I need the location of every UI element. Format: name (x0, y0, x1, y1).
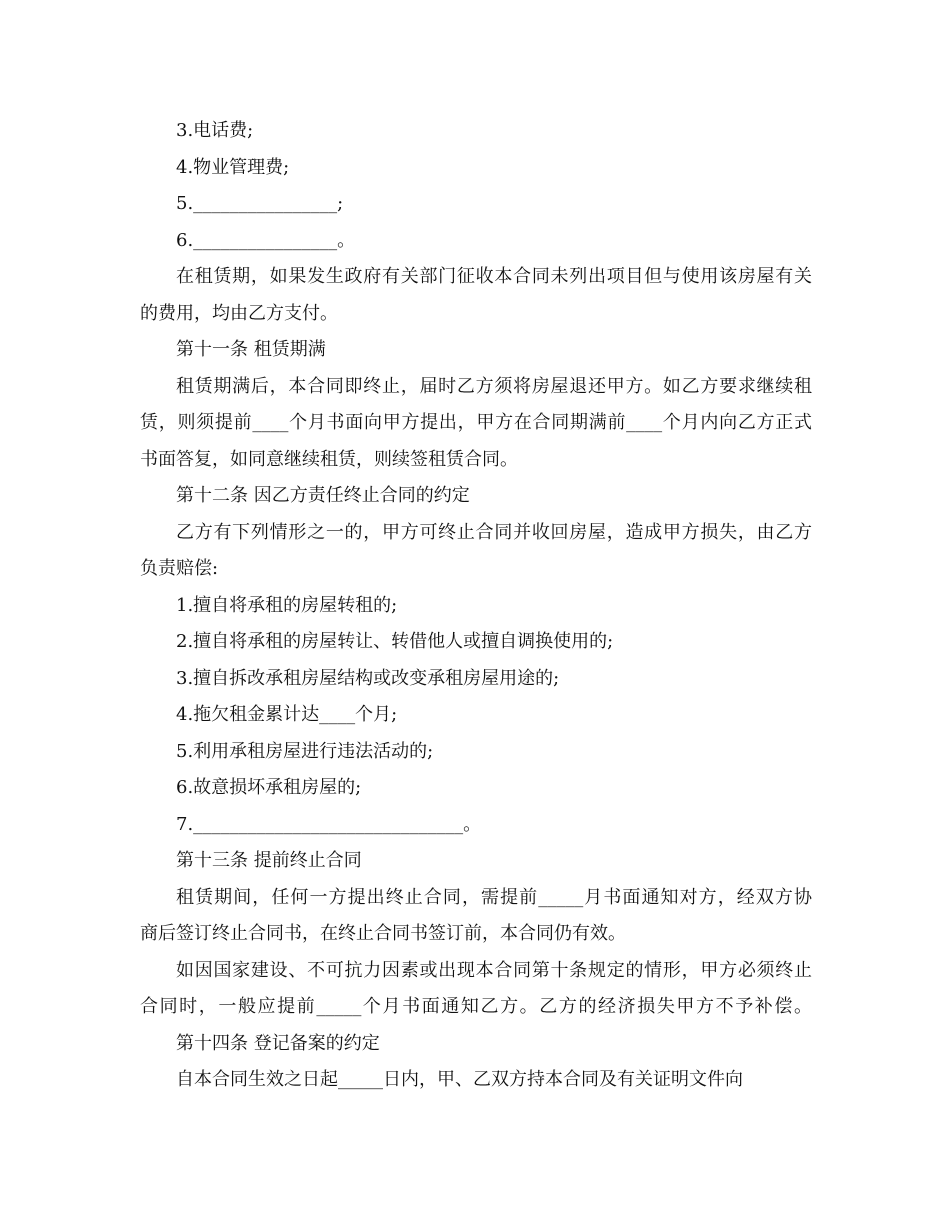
text-line: 的费用，均由乙方支付。 (140, 302, 338, 324)
text-line: 3.电话费; (176, 120, 254, 141)
text-line: 乙方有下列情形之一的，甲方可终止合同并收回房屋，造成甲方损失，由乙方 (176, 521, 812, 543)
text-line: 4.拖欠租金累计达____个月; (176, 704, 398, 725)
text-line: 第十一条 租赁期满 (176, 339, 326, 360)
text-line: 7.______________________________。 (176, 813, 482, 835)
text-line: 1.擅自将承租的房屋转租的; (176, 594, 398, 616)
text-line: 负责赔偿: (140, 558, 219, 579)
text-line: 6.________________。 (176, 229, 356, 251)
text-line: 租赁期满后，本合同即终止，届时乙方须将房屋退还甲方。如乙方要求继续租 (176, 375, 812, 397)
text-line: 第十四条 登记备案的约定 (176, 1032, 380, 1054)
text-line: 4.物业管理费; (176, 156, 290, 178)
text-line: 赁，则须提前____个月书面向甲方提出，甲方在合同期满前____个月内向乙方正式 (140, 412, 812, 433)
text-line: 租赁期间，任何一方提出终止合同，需提前_____月书面通知对方，经双方协 (176, 886, 812, 908)
text-line: 5.________________; (176, 193, 344, 214)
text-line: 6.故意损坏承租房屋的; (176, 777, 362, 798)
text-line: 3.擅自拆改承租房屋结构或改变承租房屋用途的; (176, 667, 560, 689)
text-line: 2.擅自将承租的房屋转让、转借他人或擅自调换使用的; (176, 631, 614, 652)
text-line: 自本合同生效之日起_____日内，甲、乙双方持本合同及有关证明文件向 (176, 1069, 743, 1090)
text-line: 合同时，一般应提前_____个月书面通知乙方。乙方的经济损失甲方不予补偿。 (140, 996, 812, 1017)
text-line: 5.利用承租房屋进行违法活动的; (176, 740, 434, 762)
document-body (140, 113, 812, 1099)
text-line: 第十三条 提前终止合同 (176, 850, 362, 871)
text-line: 第十二条 因乙方责任终止合同的约定 (176, 485, 470, 506)
text-line: 书面答复，如同意继续租赁，则续签租赁合同。 (140, 448, 518, 470)
text-line: 在租赁期，如果发生政府有关部门征收本合同未列出项目但与使用该房屋有关 (176, 266, 812, 287)
text-line: 商后签订终止合同书，在终止合同书签订前，本合同仍有效。 (140, 923, 626, 944)
text-line: 如因国家建设、不可抗力因素或出现本合同第十条规定的情形，甲方必须终止 (176, 959, 812, 981)
